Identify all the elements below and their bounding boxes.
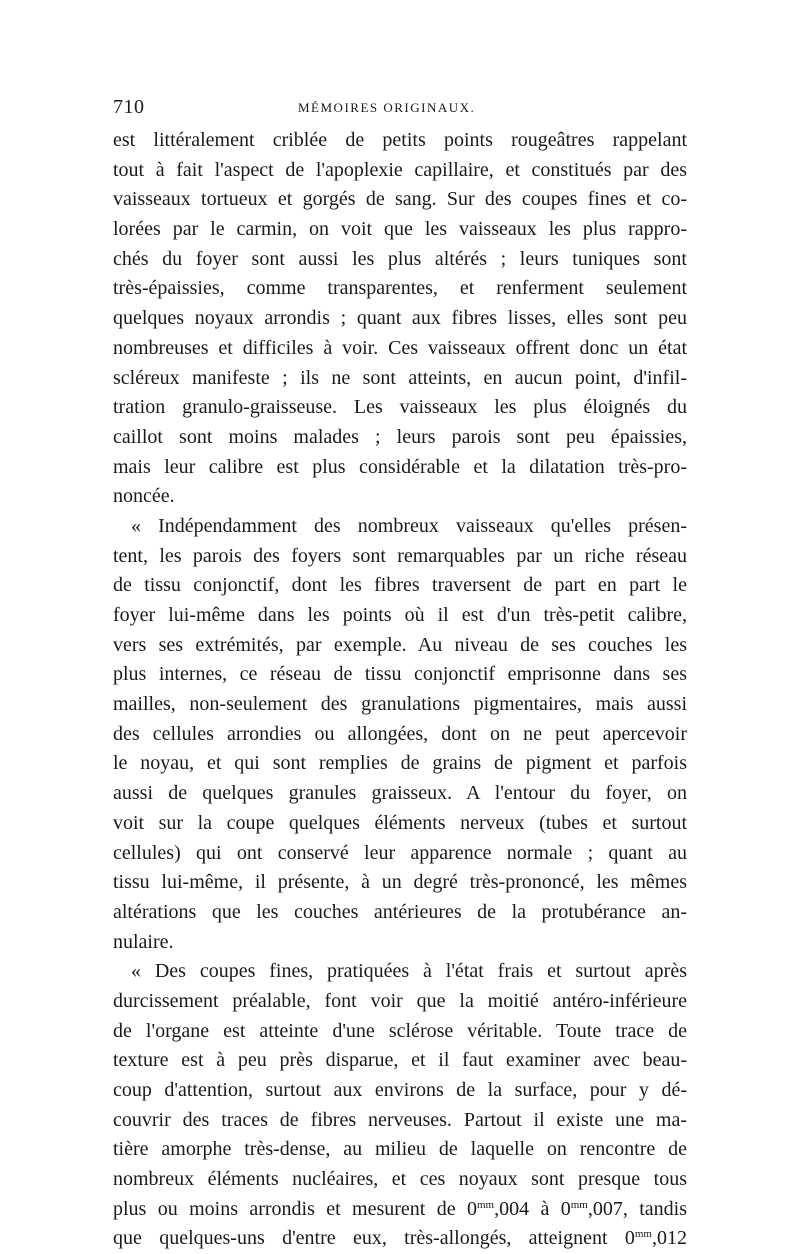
text-line: coup d'attention, surtout aux environs de la surface, pour y dé- [113, 1079, 687, 1101]
text-line: texture est à peu près disparue, et il faut examiner avec beau- [113, 1049, 687, 1072]
book-page [113, 96, 687, 1254]
text-line-measurements [113, 1195, 687, 1225]
text-line: mailles, non-seulement des granulations pigmentaires, mais aussi [113, 693, 687, 716]
text-line: tissu lui-même, il présente, à un degré très-prononcé, les mêmes [113, 871, 687, 894]
text-line: très-épaissies, comme transparentes, et renferment seulement [113, 277, 687, 300]
text-segment: ,007, tandis [587, 1197, 687, 1220]
text-line: plus internes, ce réseau de tissu conjonctif emprisonne dans ses [113, 663, 687, 686]
text-line: de tissu conjonctif, dont les fibres traversent de part en part le [113, 574, 687, 597]
text-line: scléreux manifeste ; ils ne sont atteints, en aucun point, d'infil- [113, 366, 687, 389]
body-text [113, 126, 687, 1254]
text-line: couvrir des traces de fibres nerveuses. Partout il existe une ma- [113, 1108, 687, 1131]
text-line: aussi de quelques granules graisseux. A l'entour du foyer, on [113, 782, 687, 805]
text-line: altérations que les couches antérieures de la protubérance an- [113, 900, 687, 923]
text-line: durcissement préalable, font voir que la moitié antéro-inférieure [113, 989, 687, 1012]
text-line: noncée. [113, 485, 175, 508]
text-line: tière amorphe très-dense, au milieu de laquelle on rencontre de [113, 1138, 687, 1161]
text-line: nombreux éléments nucléaires, et ces noyaux sont presque tous [113, 1168, 687, 1191]
text-line: de l'organe est atteinte d'une sclérose véritable. Toute trace de [113, 1019, 687, 1042]
text-line: chés du foyer sont aussi les plus altérés ; leurs tuniques sont [113, 247, 687, 270]
unit-superscript: mm [570, 1198, 588, 1211]
text-line: foyer lui-même dans les points où il est d'un très-petit calibre, [113, 604, 687, 626]
text-segment: plus ou moins arrondis et mesurent de 0 [113, 1197, 477, 1220]
text-line: voit sur la coupe quelques éléments nerveux (tubes et surtout [113, 811, 687, 834]
unit-superscript: mm [634, 1228, 652, 1241]
running-head [113, 96, 687, 126]
text-line: lorées par le carmin, on voit que les vaisseaux les plus rappro- [113, 218, 687, 241]
text-line: quelques noyaux arrondis ; quant aux fibres lisses, elles sont peu [113, 307, 687, 330]
text-line: le noyau, et qui sont remplies de grains de pigment et parfois [113, 752, 687, 775]
running-title: MÉMOIRES ORIGINAUX. [298, 100, 476, 115]
text-line: tout à fait l'aspect de l'apoplexie capillaire, et constitués par des [113, 158, 687, 181]
text-line: vers ses extrémités, par exemple. Au niveau de ses couches les [113, 633, 687, 656]
text-line: vaisseaux tortueux et gorgés de sang. Sur des coupes fines et co- [113, 188, 687, 211]
text-line: des cellules arrondies ou allongées, dont on ne peut apercevoir [113, 722, 687, 745]
text-line: tent, les parois des foyers sont remarquables par un riche réseau [113, 544, 687, 567]
text-line: cellules) qui ont conservé leur apparence normale ; quant au [113, 841, 687, 864]
paragraph-first-line: « Des coupes fines, pratiquées à l'état frais et surtout après [131, 960, 687, 983]
text-line: mais leur calibre est plus considérable et la dilatation très-pro- [113, 455, 687, 478]
text-line-measurements [113, 1224, 687, 1254]
text-segment: ,004 à 0 [494, 1197, 571, 1220]
text-line: nombreuses et difficiles à voir. Ces vaisseaux offrent donc un état [113, 336, 687, 359]
text-line: caillot sont moins malades ; leurs parois sont peu épaissies, [113, 425, 687, 448]
text-segment: que quelques-uns d'entre eux, très-allongés, atteignent 0 [113, 1227, 635, 1250]
paragraph-first-line: « Indépendamment des nombreux vaisseaux qu'elles présen- [131, 514, 687, 537]
page-number: 710 [113, 96, 145, 118]
text-line: nulaire. [113, 930, 174, 953]
text-line: est littéralement criblée de petits points rougeâtres rappelant [113, 129, 687, 151]
unit-superscript: mm [476, 1198, 495, 1211]
text-segment: ,012 [652, 1227, 687, 1250]
text-line: tration granulo-graisseuse. Les vaisseaux les plus éloignés du [113, 396, 687, 419]
